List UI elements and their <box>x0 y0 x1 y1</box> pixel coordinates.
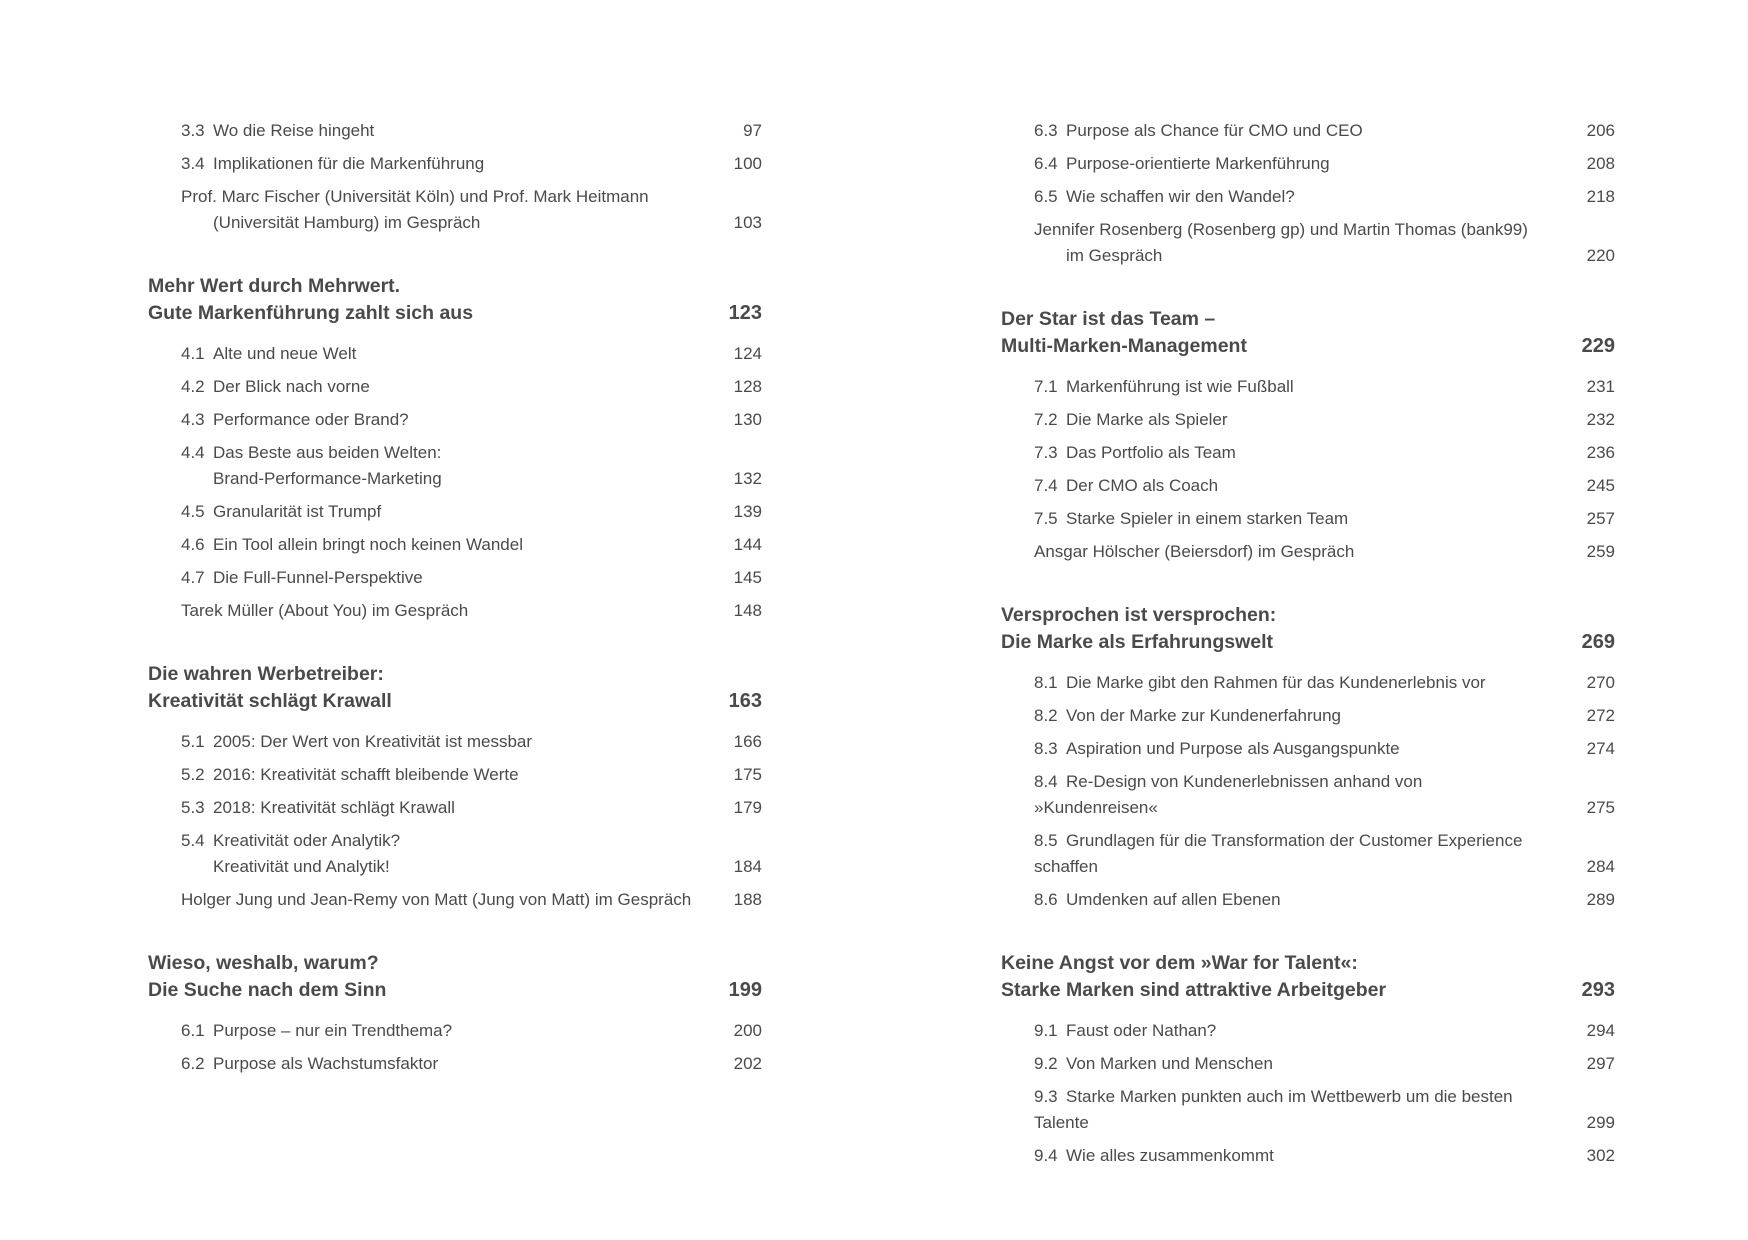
toc-entry-number: 9.1 <box>1034 1021 1058 1040</box>
toc-entry-line <box>1034 1021 1216 1040</box>
toc-entry-page: 188 <box>733 890 762 909</box>
toc-entry-page: 175 <box>733 765 762 784</box>
toc-entry-line <box>1034 443 1236 462</box>
toc-entry-page: 231 <box>1586 377 1615 396</box>
toc-entry <box>1001 407 1615 433</box>
toc-entry-line <box>181 535 523 554</box>
toc-entry-page: 132 <box>733 469 762 488</box>
chapter-page: 269 <box>1581 631 1615 653</box>
toc-entry-line <box>1034 739 1400 758</box>
toc-entry <box>1001 184 1615 210</box>
toc-entry-title: Markenführung ist wie Fußball <box>1066 377 1294 396</box>
toc-entry-page: 245 <box>1586 476 1615 495</box>
toc-entry-page: 130 <box>733 410 762 429</box>
toc-entry-line <box>181 377 370 396</box>
toc-entry-line <box>1034 509 1348 528</box>
toc-entry-number: 8.3 <box>1034 739 1058 758</box>
toc-entry-title: 2018: Kreativität schlägt Krawall <box>213 798 455 817</box>
toc-entry <box>1001 670 1615 696</box>
toc-interview-entry <box>148 184 762 236</box>
toc-entry-page: 274 <box>1586 739 1615 758</box>
toc-entry-number: 6.2 <box>181 1054 205 1073</box>
toc-entry-title: Purpose – nur ein Trendthema? <box>213 1021 453 1040</box>
chapter-title-line2: Gute Markenführung zahlt sich aus <box>148 302 474 324</box>
toc-entry-number: 4.5 <box>181 502 205 521</box>
toc-entry-page: 139 <box>733 502 762 521</box>
toc-interview-continuation: im Gespräch <box>1066 246 1163 265</box>
toc-entry-page: 218 <box>1586 187 1615 206</box>
chapter-page: 163 <box>728 690 762 712</box>
toc-entry-continuation: Brand-Performance-Marketing <box>213 469 442 488</box>
toc-entry-number: 5.2 <box>181 765 205 784</box>
toc-entry-title: Starke Marken punkten auch im Wettbewerb um die besten Talente <box>1034 1087 1513 1132</box>
toc-entry-title: 2005: Der Wert von Kreativität ist messbar <box>213 732 533 751</box>
toc-entry-number: 8.5 <box>1034 831 1058 850</box>
toc-entry-page: 97 <box>743 121 762 140</box>
toc-entry-number: 4.1 <box>181 344 205 363</box>
toc-entry-number: 6.3 <box>1034 121 1058 140</box>
chapter-title-line1: Keine Angst vor dem »War for Talent«: <box>1001 952 1358 974</box>
toc-entry-title: Der Blick nach vorne <box>213 377 370 396</box>
chapter-heading <box>148 661 762 715</box>
toc-entry-page: 294 <box>1586 1021 1615 1040</box>
toc-entry <box>148 407 762 433</box>
toc-entry-line <box>181 440 692 466</box>
toc-entry-page: 144 <box>733 535 762 554</box>
toc-entry-number: 7.5 <box>1034 509 1058 528</box>
toc-right-column <box>1001 118 1615 1176</box>
chapter-title-line1: Die wahren Werbetreiber: <box>148 663 384 685</box>
toc-entry-page: 208 <box>1586 154 1615 173</box>
toc-entry-number: 9.3 <box>1034 1087 1058 1106</box>
toc-entry <box>148 118 762 144</box>
chapter-title-line1: Wieso, weshalb, warum? <box>148 952 379 974</box>
chapter-title-line2: Kreativität schlägt Krawall <box>148 690 392 712</box>
toc-entry-title: Das Portfolio als Team <box>1066 443 1236 462</box>
toc-entry-title: Implikationen für die Markenführung <box>213 154 485 173</box>
toc-entry-title: Wo die Reise hingeht <box>213 121 375 140</box>
toc-entry <box>148 341 762 367</box>
toc-entry-line <box>181 1021 452 1040</box>
toc-entry-number: 7.3 <box>1034 443 1058 462</box>
toc-entry-title: Re-Design von Kundenerlebnissen anhand von »Kundenreisen« <box>1034 772 1423 817</box>
toc-entry <box>1001 151 1615 177</box>
toc-entry-number: 5.4 <box>181 831 205 850</box>
toc-entry-number: 6.1 <box>181 1021 205 1040</box>
toc-entry-page: 284 <box>1586 857 1615 876</box>
toc-entry-number: 9.4 <box>1034 1146 1058 1165</box>
toc-entry-line <box>1034 772 1422 817</box>
toc-entry-title: Von der Marke zur Kundenerfahrung <box>1066 706 1342 725</box>
toc-entry-page: 179 <box>733 798 762 817</box>
toc-interview-entry <box>1001 217 1615 269</box>
toc-entry-title: Grundlagen für die Transformation der Customer Experience schaffen <box>1034 831 1523 876</box>
toc-entry <box>1001 440 1615 466</box>
toc-interview-entry <box>148 598 762 624</box>
toc-entry-title: Performance oder Brand? <box>213 410 409 429</box>
toc-entry-page: 148 <box>733 601 762 620</box>
toc-entry-title: Purpose als Chance für CMO und CEO <box>1066 121 1363 140</box>
toc-entry-page: 257 <box>1586 509 1615 528</box>
toc-entry-number: 4.7 <box>181 568 205 587</box>
toc-interview-entry <box>148 887 762 913</box>
toc-entry <box>148 151 762 177</box>
toc-entry-number: 7.1 <box>1034 377 1058 396</box>
toc-entry <box>148 440 762 492</box>
toc-entry-line <box>1034 377 1294 396</box>
toc-interview-line: Jennifer Rosenberg (Rosenberg gp) und Martin Thomas (bank99) <box>1034 220 1528 239</box>
toc-entry-title: Die Full-Funnel-Perspektive <box>213 568 423 587</box>
toc-interview-continuation: (Universität Hamburg) im Gespräch <box>213 213 481 232</box>
toc-entry-page: 232 <box>1586 410 1615 429</box>
toc-entry-title: Aspiration und Purpose als Ausgangspunkte <box>1066 739 1400 758</box>
toc-interview-entry <box>1001 539 1615 565</box>
toc-entry-page: 166 <box>733 732 762 751</box>
toc-entry-number: 6.5 <box>1034 187 1058 206</box>
toc-entry <box>148 828 762 880</box>
toc-entry-title: Kreativität oder Analytik? <box>213 831 401 850</box>
toc-entry-number: 8.2 <box>1034 706 1058 725</box>
toc-entry-title: Die Marke gibt den Rahmen für das Kundenerlebnis vor <box>1066 673 1486 692</box>
toc-entry-number: 5.3 <box>181 798 205 817</box>
toc-entry-page: 202 <box>733 1054 762 1073</box>
toc-entry-page: 297 <box>1586 1054 1615 1073</box>
toc-entry-title: 2016: Kreativität schafft bleibende Werte <box>213 765 519 784</box>
toc-entry <box>1001 1018 1615 1044</box>
toc-entry-title: Purpose-orientierte Markenführung <box>1066 154 1330 173</box>
chapter-heading <box>1001 306 1615 360</box>
toc-entry <box>148 1051 762 1077</box>
toc-entry-title: Das Beste aus beiden Welten: <box>213 443 442 462</box>
toc-entry <box>148 499 762 525</box>
toc-entry <box>1001 1143 1615 1169</box>
toc-entry-title: Die Marke als Spieler <box>1066 410 1228 429</box>
toc-entry-title: Alte und neue Welt <box>213 344 357 363</box>
chapter-heading <box>1001 950 1615 1004</box>
toc-entry-line <box>181 568 423 587</box>
toc-entry-page: 272 <box>1586 706 1615 725</box>
toc-entry-line <box>181 410 409 429</box>
toc-entry-page: 289 <box>1586 890 1615 909</box>
toc-entry-page: 184 <box>733 857 762 876</box>
toc-entry-line <box>1034 121 1363 140</box>
toc-entry-line <box>1034 706 1341 725</box>
toc-entry <box>1001 1084 1615 1136</box>
toc-entry-continuation: Kreativität und Analytik! <box>213 857 390 876</box>
toc-entry-title: Purpose als Wachstumsfaktor <box>213 1054 439 1073</box>
toc-entry <box>1001 374 1615 400</box>
toc-entry-number: 4.6 <box>181 535 205 554</box>
toc-entry-line <box>1034 831 1522 876</box>
toc-entry-number: 7.4 <box>1034 476 1058 495</box>
toc-entry <box>1001 769 1615 821</box>
chapter-title-line1: Der Star ist das Team – <box>1001 308 1216 330</box>
toc-entry-line <box>1034 1087 1513 1132</box>
toc-entry <box>148 1018 762 1044</box>
toc-entry-number: 4.3 <box>181 410 205 429</box>
toc-entry-page: 302 <box>1586 1146 1615 1165</box>
toc-entry-number: 8.6 <box>1034 890 1058 909</box>
chapter-page: 229 <box>1581 335 1615 357</box>
toc-entry-line <box>181 502 381 521</box>
toc-entry <box>1001 1051 1615 1077</box>
toc-entry-page: 206 <box>1586 121 1615 140</box>
chapter-heading <box>148 273 762 327</box>
toc-entry <box>1001 887 1615 913</box>
chapter-heading <box>148 950 762 1004</box>
toc-entry <box>148 532 762 558</box>
chapter-title-line2: Die Suche nach dem Sinn <box>148 979 387 1001</box>
toc-entry-number: 4.4 <box>181 443 205 462</box>
toc-entry-page: 128 <box>733 377 762 396</box>
chapter-title-line1: Versprochen ist versprochen: <box>1001 604 1277 626</box>
toc-entry <box>148 795 762 821</box>
chapter-title-line2: Multi-Marken-Management <box>1001 335 1247 357</box>
chapter-title-line2: Die Marke als Erfahrungswelt <box>1001 631 1274 653</box>
toc-entry-page: 299 <box>1586 1113 1615 1132</box>
toc-entry <box>1001 118 1615 144</box>
toc-entry <box>1001 473 1615 499</box>
toc-entry-line <box>181 344 356 363</box>
toc-entry-title: Von Marken und Menschen <box>1066 1054 1273 1073</box>
toc-entry-line <box>181 732 532 751</box>
toc-entry-number: 8.1 <box>1034 673 1058 692</box>
toc-entry-page: 200 <box>733 1021 762 1040</box>
toc-entry <box>148 374 762 400</box>
chapter-title-line2: Starke Marken sind attraktive Arbeitgeber <box>1001 979 1387 1001</box>
toc-entry-number: 3.3 <box>181 121 205 140</box>
toc-entry-page: 100 <box>733 154 762 173</box>
toc-interview-line: Prof. Marc Fischer (Universität Köln) und Prof. Mark Heitmann <box>181 187 649 206</box>
toc-entry-number: 5.1 <box>181 732 205 751</box>
toc-entry-line <box>1034 187 1295 206</box>
toc-entry <box>1001 828 1615 880</box>
toc-entry-page: 236 <box>1586 443 1615 462</box>
toc-entry-title: Starke Spieler in einem starken Team <box>1066 509 1349 528</box>
toc-entry-number: 3.4 <box>181 154 205 173</box>
toc-entry-line <box>1034 410 1228 429</box>
toc-entry <box>148 729 762 755</box>
toc-entry-line <box>181 765 519 784</box>
toc-left-column <box>148 118 762 1084</box>
toc-entry <box>1001 506 1615 532</box>
toc-entry-line <box>1034 890 1281 909</box>
toc-entry-title: Faust oder Nathan? <box>1066 1021 1217 1040</box>
toc-entry-title: Wie alles zusammenkommt <box>1066 1146 1274 1165</box>
toc-entry-line <box>181 798 455 817</box>
toc-entry-line <box>1034 1054 1273 1073</box>
toc-entry <box>1001 703 1615 729</box>
toc-entry-title: Umdenken auf allen Ebenen <box>1066 890 1281 909</box>
toc-entry-page: 220 <box>1586 246 1615 265</box>
toc-entry-line <box>181 121 374 140</box>
toc-entry-number: 7.2 <box>1034 410 1058 429</box>
toc-entry-line <box>1034 673 1486 692</box>
toc-entry-page: 124 <box>733 344 762 363</box>
toc-entry <box>1001 736 1615 762</box>
toc-entry-title: Granularität ist Trumpf <box>213 502 382 521</box>
toc-interview-title: Holger Jung und Jean-Remy von Matt (Jung von Matt) im Gespräch <box>181 890 692 909</box>
chapter-page: 293 <box>1581 979 1615 1001</box>
toc-entry <box>148 565 762 591</box>
chapter-page: 123 <box>728 302 762 324</box>
toc-entry <box>148 762 762 788</box>
toc-entry-line <box>181 154 484 173</box>
chapter-heading <box>1001 602 1615 656</box>
toc-entry-page: 270 <box>1586 673 1615 692</box>
toc-entry-page: 275 <box>1586 798 1615 817</box>
toc-entry-line <box>1034 1146 1274 1165</box>
toc-entry-number: 4.2 <box>181 377 205 396</box>
chapter-title-line1: Mehr Wert durch Mehrwert. <box>148 275 401 297</box>
toc-entry-title: Der CMO als Coach <box>1066 476 1219 495</box>
toc-entry-line <box>1034 154 1330 173</box>
toc-entry-page: 145 <box>733 568 762 587</box>
toc-entry-title: Wie schaffen wir den Wandel? <box>1066 187 1295 206</box>
toc-entry-number: 6.4 <box>1034 154 1058 173</box>
chapter-page: 199 <box>728 979 762 1001</box>
toc-entry-page: 259 <box>1586 542 1615 561</box>
toc-entry-line <box>181 1054 438 1073</box>
toc-entry-page: 103 <box>733 213 762 232</box>
toc-entry-line <box>1034 476 1218 495</box>
toc-entry-line <box>181 828 692 854</box>
toc-entry-number: 8.4 <box>1034 772 1058 791</box>
toc-entry-title: Ein Tool allein bringt noch keinen Wandel <box>213 535 523 554</box>
toc-entry-number: 9.2 <box>1034 1054 1058 1073</box>
toc-interview-title: Tarek Müller (About You) im Gespräch <box>181 601 469 620</box>
toc-interview-title: Ansgar Hölscher (Beiersdorf) im Gespräch <box>1034 542 1355 561</box>
